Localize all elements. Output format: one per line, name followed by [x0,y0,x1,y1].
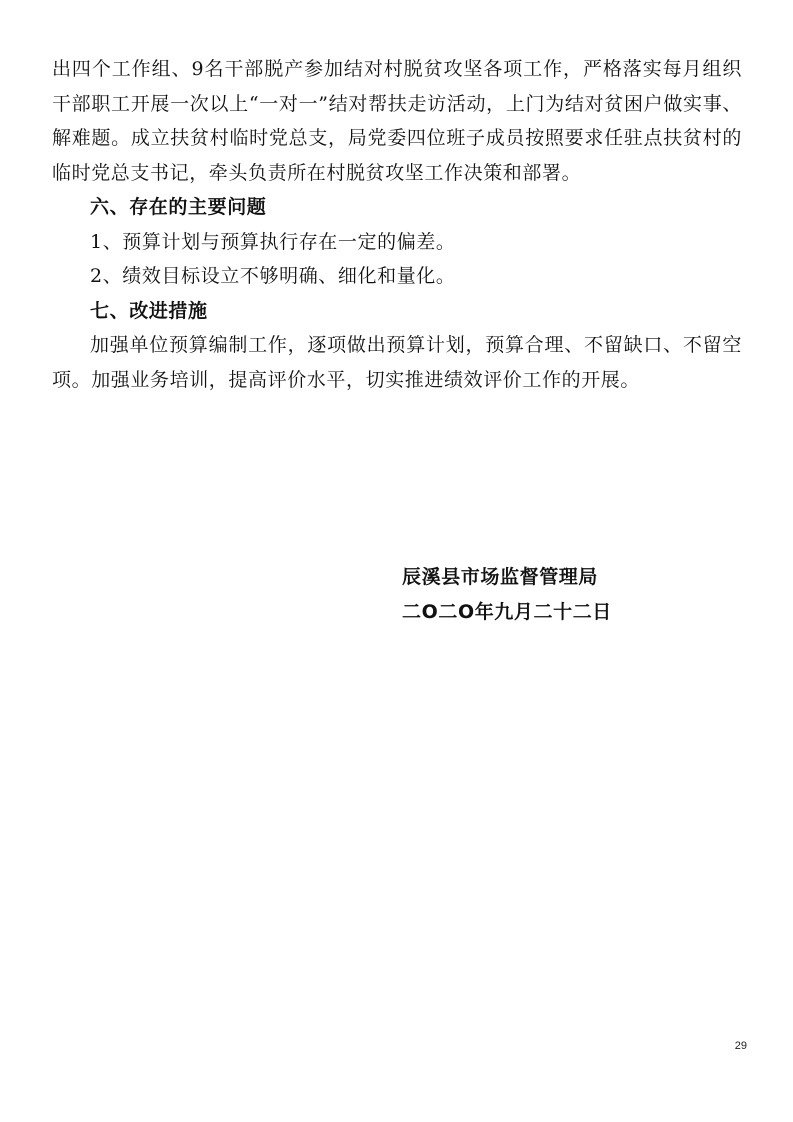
section-7-paragraph: 加强单位预算编制工作，逐项做出预算计划，预算合理、不留缺口、不留空项。加强业务培训，提高评价水平，切实推进绩效评价工作的开展。 [52,334,742,391]
section-7-heading: 七、改进措施 [90,299,208,322]
signature-block [402,560,612,630]
section-6-heading: 六、存在的主要问题 [90,196,267,218]
signature-organization: 辰溪县市场监督管理局 [402,566,599,588]
section-6-item-2: 2、绩效目标设立不够明确、细化和量化。 [90,265,456,287]
document-body [52,52,742,397]
signature-date: 二O二O年九月二十二日 [402,601,612,623]
section-6-item-1: 1、预算计划与预算执行存在一定的偏差。 [90,230,456,253]
page-number: 29 [734,1040,747,1052]
intro-paragraph: 出四个工作组、9名干部脱产参加结对村脱贫攻坚各项工作，严格落实每月组织干部职工开展一次以上“一对一”结对帮扶走访活动，上门为结对贫困户做实事、解难题。成立扶贫村临时党总支，局党委四位班子成员按照要求任驻点扶贫村的临时党总支书记，牵头负责所在村脱贫攻坚工作决策和部署。 [52,58,742,184]
